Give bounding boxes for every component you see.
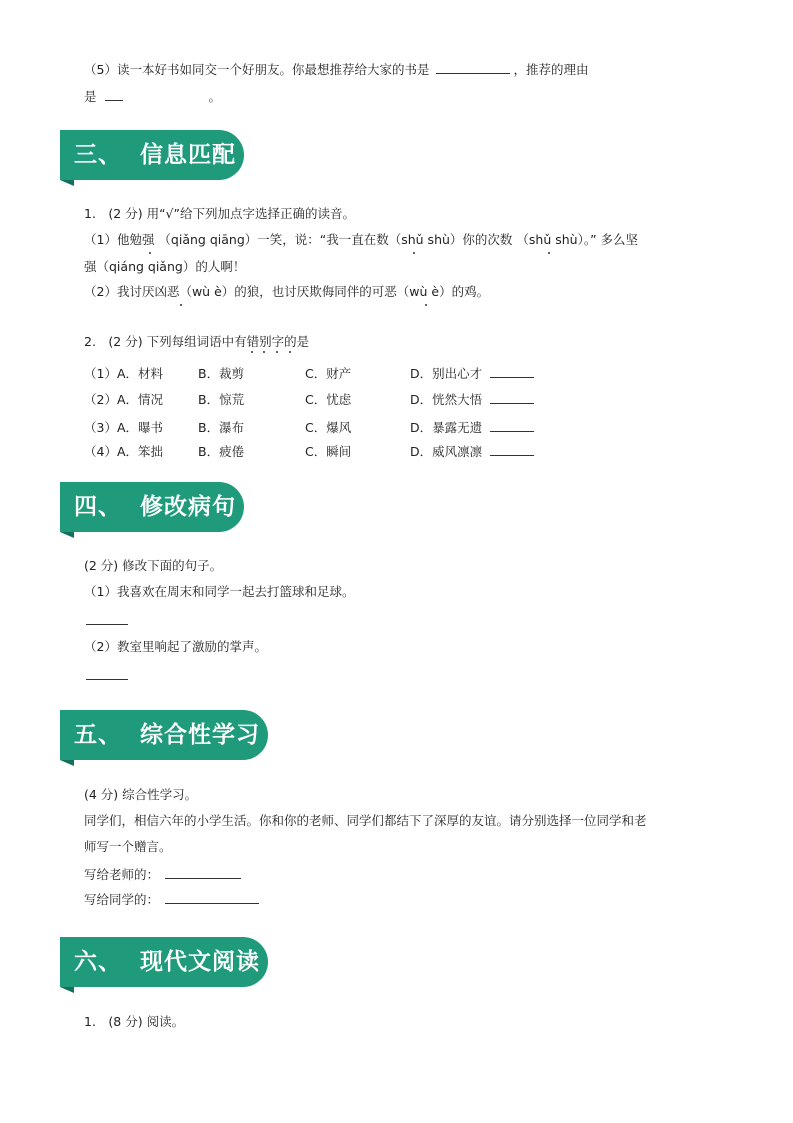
section-title: 信息匹配 — [140, 142, 236, 168]
s4-sentence-1: （1）我喜欢在周末和同学一起去打篮球和足球。 — [84, 584, 355, 599]
s4-header: (2 分) 修改下面的句子。 — [84, 558, 223, 573]
q5-book-blank[interactable] — [436, 61, 510, 74]
section-number: 五、 — [74, 722, 122, 748]
s3-q1-line2: 强（qiáng qiǎng）的人啊！ — [84, 259, 246, 274]
q5-line2 — [84, 88, 221, 106]
option-row-3-d — [410, 419, 534, 437]
q5-line2-text: 是 — [84, 89, 97, 104]
section-header-4 — [60, 482, 244, 532]
option-d-text: D．别出心才 — [410, 366, 483, 381]
option-d-text: D．威风凛凛 — [410, 444, 483, 459]
emphasis-dot — [251, 351, 253, 353]
answer-blank[interactable] — [490, 391, 534, 404]
q5-end: 。 — [208, 89, 221, 104]
s4-answer-blank-1[interactable] — [86, 612, 128, 625]
option-row-1-c: C．财产 — [305, 366, 352, 381]
s5-paragraph-1: 同学们，相信六年的小学生活。你和你的老师、同学们都结下了深厚的友谊。请分别选择一位同学和老 — [84, 813, 647, 828]
q5-line1 — [84, 61, 588, 79]
section-title: 修改病句 — [140, 494, 236, 520]
s3-q1-line1: （1）他勉强 （qiǎng qiāng）一笑，说：“我一直在数（shǔ shù）你的次数 （shǔ shù）。” 多么坚 — [84, 232, 639, 247]
s5-teacher-label: 写给老师的： — [84, 867, 160, 882]
emphasis-dot — [180, 304, 182, 306]
option-row-1-b: B．裁剪 — [198, 366, 245, 381]
answer-blank[interactable] — [490, 419, 534, 432]
emphasis-dot — [413, 252, 415, 254]
option-row-1-d — [410, 365, 534, 383]
section-header-5 — [60, 710, 268, 760]
s3-q2-header: 2. (2 分) 下列每组词语中有错别字的是 — [84, 334, 310, 349]
section-number: 三、 — [74, 142, 122, 168]
q5-reason-blank[interactable] — [105, 88, 123, 101]
s3-q1-line3: （2）我讨厌凶恶（wù è）的狼，也讨厌欺侮同伴的可恶（wù è）的鸡。 — [84, 284, 490, 299]
section-header-6 — [60, 937, 268, 987]
s5-header: (4 分) 综合性学习。 — [84, 787, 198, 802]
s5-paragraph-2: 师写一个赠言。 — [84, 839, 172, 854]
section-number: 六、 — [74, 949, 122, 975]
emphasis-dot — [425, 304, 427, 306]
s4-sentence-2: （2）教室里响起了激励的掌声。 — [84, 639, 267, 654]
section-title: 综合性学习 — [140, 722, 260, 748]
emphasis-dot — [289, 351, 291, 353]
s6-header: 1. (8 分) 阅读。 — [84, 1014, 185, 1029]
answer-blank[interactable] — [490, 365, 534, 378]
option-d-text: D．暴露无遗 — [410, 420, 483, 435]
option-row-4-b: B．疲倦 — [198, 444, 245, 459]
option-row-3-c: C．爆风 — [305, 420, 352, 435]
q5-text: （5）读一本好书如同交一个好朋友。你最想推荐给大家的书是 — [84, 62, 430, 77]
option-row-1-a: （1）A．材料 — [84, 366, 164, 381]
section-number: 四、 — [74, 494, 122, 520]
option-row-2-a: （2）A．情况 — [84, 392, 164, 407]
emphasis-dot — [548, 252, 550, 254]
s5-teacher-blank[interactable] — [165, 866, 241, 879]
emphasis-dot — [276, 351, 278, 353]
option-row-3-a: （3）A．曝书 — [84, 420, 164, 435]
s3-q1-header: 1. (2 分) 用“√”给下列加点字选择正确的读音。 — [84, 206, 355, 221]
option-row-4-c: C．瞬间 — [305, 444, 352, 459]
section-title: 现代文阅读 — [140, 949, 260, 975]
answer-blank[interactable] — [490, 443, 534, 456]
option-row-2-b: B．惊荒 — [198, 392, 245, 407]
option-row-4-a: （4）A．笨拙 — [84, 444, 164, 459]
s4-answer-blank-2[interactable] — [86, 667, 128, 680]
option-row-2-c: C．忧虑 — [305, 392, 352, 407]
q5-mid: ，推荐的理由 — [513, 62, 589, 77]
option-row-3-b: B．瀑布 — [198, 420, 245, 435]
option-d-text: D．恍然大悟 — [410, 392, 483, 407]
s5-classmate-blank[interactable] — [165, 891, 259, 904]
option-row-2-d — [410, 391, 534, 409]
option-row-4-d — [410, 443, 534, 461]
s5-classmate-label: 写给同学的： — [84, 892, 160, 907]
emphasis-dot — [263, 351, 265, 353]
s5-classmate-line — [84, 891, 259, 909]
emphasis-dot — [149, 252, 151, 254]
s5-teacher-line — [84, 866, 241, 884]
section-header-3 — [60, 130, 244, 180]
